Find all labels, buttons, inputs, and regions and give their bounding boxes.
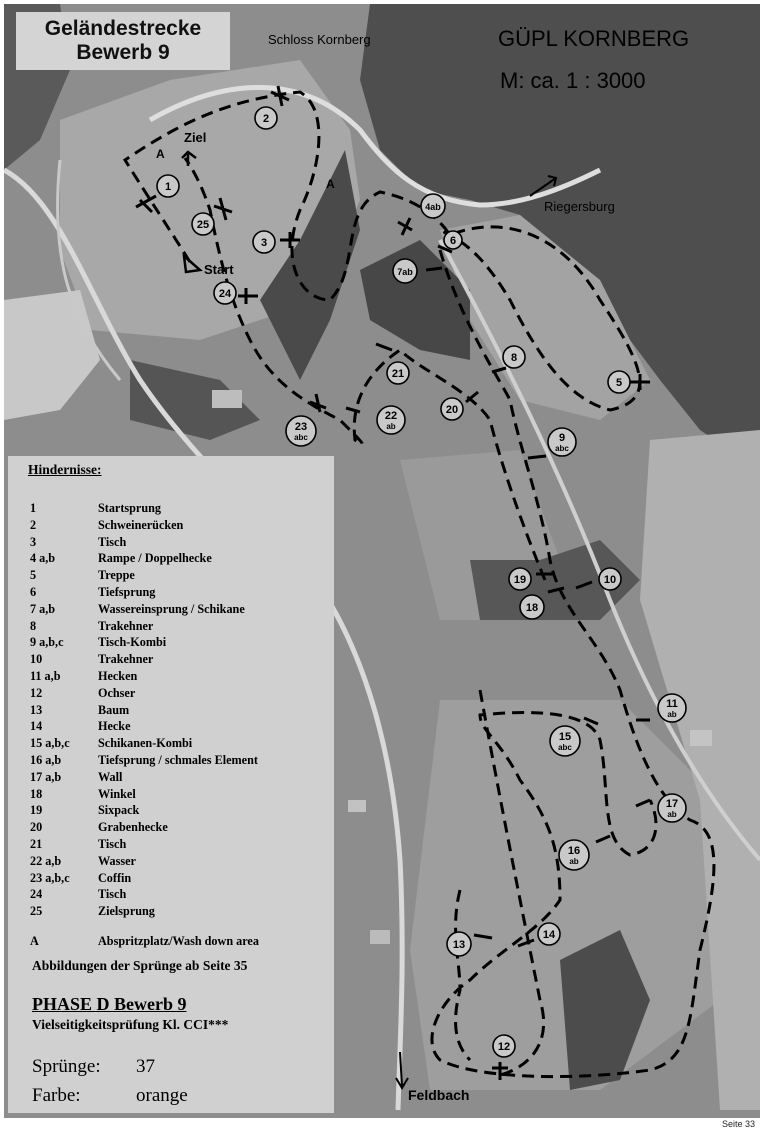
legend-item-name: Tisch [98, 837, 127, 851]
color-label: Farbe: [32, 1085, 81, 1106]
legend-item-number: 8 [30, 618, 37, 633]
jump-number: 6 [449, 235, 457, 247]
jump-number: 25 [196, 219, 210, 231]
legend-item-number: 23 a,b,c [30, 870, 70, 885]
color-value: orange [136, 1085, 188, 1106]
jump-marker [421, 194, 445, 218]
jump-marker [157, 175, 179, 197]
jump-sub-label: ab [386, 422, 396, 431]
legend-item-number: 16 a,b [30, 753, 62, 767]
page-number: Seite 33 [721, 1119, 755, 1129]
legend-item-name: Wall [98, 769, 123, 784]
legend-item-name: Sixpack [98, 803, 140, 818]
legend-title: Hindernisse: [28, 462, 102, 477]
legend-item-number: 4 a,b [30, 551, 56, 566]
legend-item-number: 17 a,b [30, 769, 62, 784]
legend-item-name: Tisch [98, 534, 127, 549]
title-line-1: Geländestrecke [44, 17, 202, 40]
legend-item-number: 13 [30, 702, 43, 717]
legend-item-name: Rampe / Doppelhecke [98, 551, 212, 566]
jump-sub-label: abc [558, 743, 572, 752]
legend-item-number: 14 [30, 719, 43, 734]
legend-item-name: Tisch [98, 887, 127, 902]
legend-item-number: 19 [30, 803, 43, 818]
legend-item-name: Treppe [98, 568, 135, 583]
legend-panel [8, 456, 334, 988]
jump-marker [377, 406, 405, 434]
start-label: Start [204, 262, 234, 277]
legend-item-name: Tisch-Kombi [98, 635, 167, 650]
riegersburg-label: Riegersburg [544, 199, 615, 214]
scale-label: M: ca. 1 : 3000 [500, 68, 646, 93]
jump-number: 18 [525, 602, 539, 614]
legend-item-number: 7 a,b [30, 601, 56, 616]
color-row [32, 1085, 188, 1107]
jump-marker [387, 362, 409, 384]
jump-marker [255, 107, 277, 129]
title-line-2: Bewerb 9 [76, 41, 170, 64]
legend-item-name: Ochser [98, 685, 136, 700]
jump-number: 21 [391, 368, 405, 380]
jump-sub-label: ab [667, 710, 677, 719]
jumps-count-value: 37 [136, 1056, 155, 1077]
wash-area-label: A [156, 147, 165, 161]
jump-number: 9 [558, 432, 566, 444]
jump-number: 19 [513, 574, 527, 586]
legend-item-number: 20 [30, 820, 43, 835]
building [348, 800, 366, 812]
legend-item-number: 24 [30, 887, 43, 902]
jump-number: 11 [666, 698, 678, 710]
building [690, 730, 712, 746]
jump-sub-label: abc [294, 433, 308, 442]
legend-item-number: 9 a,b,c [30, 635, 64, 650]
legend-item-number: 18 [30, 786, 43, 801]
jump-marker [503, 346, 525, 368]
jump-number: 15 [558, 731, 572, 743]
jump-number: 7ab [397, 267, 413, 277]
legend-item-number: 15 a,b,c [30, 736, 70, 751]
legend-item-name: Coffin [98, 870, 132, 885]
jump-number: 17 [665, 798, 679, 810]
legend-item-number: 25 [30, 904, 43, 919]
jump-marker [393, 259, 417, 283]
jump-number: 10 [603, 574, 617, 586]
schloss-label: Schloss Kornberg [268, 32, 371, 47]
jump-bar [426, 268, 442, 270]
legend-item-name: Tiefsprung / schmales Element [98, 753, 258, 767]
legend-item-name: Schikanen-Kombi [98, 736, 193, 751]
jump-number: 4ab [425, 202, 441, 212]
jump-number: 5 [615, 377, 623, 389]
jumps-count-label: Sprünge: [32, 1056, 101, 1077]
legend-wash-number: A [30, 934, 39, 948]
building [370, 930, 390, 944]
phase-subtitle: Vielseitigkeitsprüfung Kl. CCI*** [32, 1017, 229, 1032]
legend-item-name: Baum [98, 702, 130, 717]
jump-number: 3 [260, 237, 268, 249]
legend-item-number: 12 [30, 685, 43, 700]
jump-number: 16 [567, 845, 581, 857]
legend-item-number: 11 a,b [30, 669, 61, 683]
legend-item-number: 6 [30, 585, 37, 599]
legend-wash-label: Abspritzplatz/Wash down area [98, 934, 259, 948]
jump-marker [447, 932, 471, 956]
jump-marker [550, 726, 580, 756]
wash-area-label: A [326, 177, 335, 191]
jump-marker [658, 694, 686, 722]
phase-title: PHASE D Bewerb 9 [32, 994, 187, 1014]
jump-number: 22 [384, 410, 398, 422]
jump-marker [520, 595, 544, 619]
legend-item-number: 22 a,b [30, 853, 62, 868]
jump-sub-label: ab [569, 857, 579, 866]
jump-marker [658, 794, 686, 822]
jump-number: 23 [294, 421, 308, 433]
feldbach-label: Feldbach [408, 1087, 470, 1103]
legend-item-name: Grabenhecke [98, 820, 168, 835]
jump-number: 1 [164, 181, 172, 193]
legend-item-number: 1 [30, 501, 37, 515]
jump-number: 12 [497, 1041, 511, 1053]
legend-item-number: 3 [30, 534, 37, 549]
jump-marker [548, 428, 576, 456]
venue-label: GÜPL KORNBERG [498, 26, 690, 51]
jump-number: 20 [445, 404, 459, 416]
building [212, 390, 242, 408]
legend-item-number: 2 [30, 517, 37, 532]
legend-item-name: Hecke [98, 719, 131, 734]
legend-item-name: Zielsprung [98, 904, 155, 919]
legend-item-name: Tiefsprung [98, 585, 156, 599]
jumps-count-row [32, 1056, 155, 1078]
jump-marker [608, 371, 630, 393]
jump-marker [192, 213, 214, 235]
legend-item-name: Schweinerücken [98, 517, 184, 532]
legend-note: Abbildungen der Sprünge ab Seite 35 [32, 958, 248, 973]
jump-marker [286, 416, 316, 446]
jump-number: 8 [510, 352, 518, 364]
jump-marker [599, 568, 621, 590]
legend-item-name: Wasser [98, 853, 136, 868]
jump-number: 14 [542, 929, 556, 941]
legend-item-number: 5 [30, 568, 37, 583]
jump-number: 13 [452, 939, 466, 951]
legend-item-name: Trakehner [98, 618, 154, 633]
title-box [16, 12, 230, 70]
jump-marker [559, 840, 589, 870]
jump-marker [538, 923, 560, 945]
legend-item-name: Winkel [98, 786, 136, 801]
jump-marker [493, 1035, 515, 1057]
legend-item-number: 10 [30, 652, 43, 667]
jump-number: 2 [262, 113, 270, 125]
jump-sub-label: ab [667, 810, 677, 819]
legend-item-name: Startsprung [98, 501, 161, 515]
jump-marker [441, 398, 463, 420]
legend-item-name: Hecken [98, 669, 138, 683]
jump-marker [509, 568, 531, 590]
jump-marker [253, 231, 275, 253]
jump-number: 24 [218, 288, 232, 300]
legend-item-number: 21 [30, 837, 43, 851]
legend-item-name: Trakehner [98, 652, 154, 667]
legend-item-name: Wassereinsprung / Schikane [98, 601, 245, 616]
jump-marker [214, 282, 236, 304]
jump-bar [528, 456, 546, 458]
ziel-label: Ziel [184, 130, 207, 145]
jump-sub-label: abc [555, 444, 569, 453]
jump-marker [444, 231, 462, 249]
